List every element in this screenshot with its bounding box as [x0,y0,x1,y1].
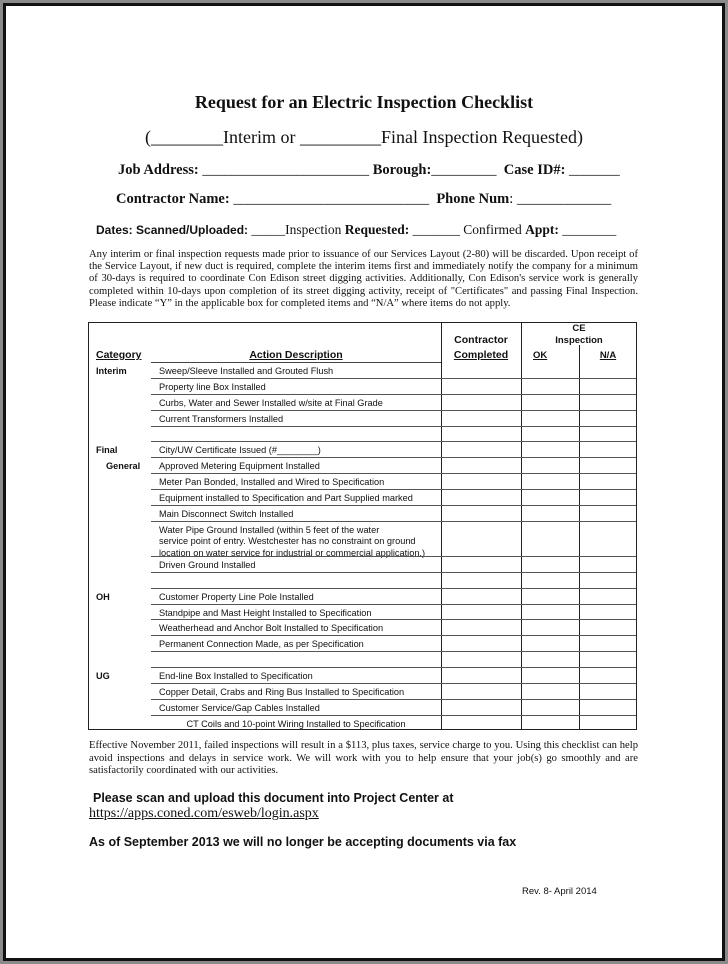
table-row [89,363,636,379]
row-description: End-line Box Installed to Specification [159,671,313,682]
job-address-field[interactable]: _______________________ [198,162,370,178]
contractor-completed-cell[interactable] [441,716,521,732]
row-category: Final [96,445,118,456]
row-description: Water Pipe Ground Installed (within 5 feet of the water service point of entry. Westchester has no constraint on ground location on water service for industrial or commercial application.) [159,524,426,558]
ce-ok-cell[interactable] [521,573,579,589]
ce-na-cell[interactable] [579,652,637,668]
row-description: Standpipe and Mast Height Installed to Specification [159,607,372,618]
row-description: Customer Service/Gap Cables Installed [159,702,320,713]
case-id-label: Case ID#: [503,162,566,178]
ce-ok-cell[interactable] [521,427,579,443]
checklist-table [88,322,637,730]
header-ce: CE [572,323,586,334]
scan-notice: Please scan and upload this document into Project Center at [93,791,454,805]
contractor-completed-cell[interactable] [441,411,521,427]
phone-label: Phone Num [436,191,510,207]
ce-ok-cell[interactable] [521,490,579,506]
table-row [89,379,636,395]
contractor-completed-cell[interactable] [441,490,521,506]
table-row [89,620,636,636]
row-category: UG [96,671,110,682]
ce-na-cell[interactable] [579,573,637,589]
appt-field[interactable]: ________ [558,222,617,237]
table-row [89,427,636,443]
ce-ok-cell[interactable] [521,700,579,716]
row-description: CT Coils and 10-point Wiring Installed to Specification [186,718,406,729]
outro-paragraph: Effective November 2011, failed inspections will result in a $113, plus taxes, service charge to you. Using this checklist can help avoid inspections and delays in service work. We will work with you to help ensure that your job(s) go smoothly and are satisfactorily coordinated with our activities. [89,740,638,777]
header-na: N/A [599,350,617,361]
row-description: Property line Box Installed [159,381,266,392]
table-row [89,700,636,716]
table-row [89,668,636,684]
row-description: Main Disconnect Switch Installed [159,509,294,520]
requested-field[interactable]: _______ Confirmed [409,222,526,237]
inspection-type-line: (________Interim or _________Final Inspection Requested) [145,127,583,147]
header-completed: Completed [453,349,509,361]
contractor-completed-cell[interactable] [441,668,521,684]
borough-label: Borough: [372,162,432,178]
ce-ok-cell[interactable] [521,557,579,573]
ce-ok-cell[interactable] [521,684,579,700]
ce-na-cell[interactable] [579,684,637,700]
row-description: Permanent Connection Made, as per Specification [159,639,364,650]
ce-na-cell[interactable] [579,458,637,474]
row-description: Sweep/Sleeve Installed and Grouted Flush [159,366,334,376]
ce-ok-cell[interactable] [521,458,579,474]
ce-na-cell[interactable] [579,700,637,716]
requested-label: Requested: [344,222,410,237]
contractor-completed-cell[interactable] [441,684,521,700]
header-inspection: Inspection [555,335,603,346]
job-address-line [118,162,620,179]
ce-ok-cell[interactable] [521,620,579,636]
row-description: Current Transformers Installed [159,413,284,424]
row-description: Copper Detail, Crabs and Ring Bus Installed to Specification [159,687,405,698]
revision-label: Rev. 8- April 2014 [522,886,597,897]
contractor-line [116,191,611,208]
row-description: Meter Pan Bonded, Installed and Wired to Specification [159,477,385,488]
ce-ok-cell[interactable] [521,636,579,652]
row-category: General [106,461,141,472]
ce-ok-cell[interactable] [521,506,579,522]
job-address-label: Job Address: [118,162,199,178]
row-description: City/UW Certificate Issued (#________) [159,445,321,456]
contractor-completed-cell[interactable] [441,442,521,458]
contractor-completed-cell[interactable] [441,700,521,716]
ce-ok-cell[interactable] [521,395,579,411]
contractor-completed-cell[interactable] [441,379,521,395]
ce-na-cell[interactable] [579,506,637,522]
ce-na-cell[interactable] [579,442,637,458]
header-ok: OK [533,350,548,361]
contractor-field[interactable]: ___________________________ [229,191,430,207]
dates-line [96,222,616,238]
contractor-completed-cell[interactable] [441,458,521,474]
ce-ok-cell[interactable] [521,379,579,395]
table-row [89,395,636,411]
project-center-link[interactable]: https://apps.coned.com/esweb/login.aspx [89,806,319,821]
ce-na-cell[interactable] [579,589,637,605]
table-row [89,557,636,573]
document-title: Request for an Electric Inspection Checklist [194,92,534,112]
contractor-completed-cell[interactable] [441,395,521,411]
ce-na-cell[interactable] [579,620,637,636]
ce-ok-cell[interactable] [521,668,579,684]
ce-ok-cell[interactable] [521,474,579,490]
ce-na-cell[interactable] [579,379,637,395]
contractor-completed-cell[interactable] [441,652,521,668]
ce-ok-cell[interactable] [521,652,579,668]
header-category: Category [96,349,142,361]
contractor-label: Contractor Name: [116,191,230,207]
fax-notice: As of September 2013 we will no longer be accepting documents via fax [89,835,517,849]
ce-na-cell[interactable] [579,605,637,621]
row-description: Customer Property Line Pole Installed [159,591,314,602]
ce-na-cell[interactable] [579,411,637,427]
table-row [89,506,636,522]
borough-field[interactable]: _________ [431,162,497,178]
ce-na-cell[interactable] [579,490,637,506]
contractor-completed-cell[interactable] [441,474,521,490]
contractor-completed-cell[interactable] [441,557,521,573]
table-row [89,652,636,668]
contractor-completed-cell[interactable] [441,620,521,636]
row-description: Equipment installed to Specification and Part Supplied marked [159,493,413,504]
contractor-completed-cell[interactable] [441,636,521,652]
table-row [89,716,636,732]
ce-ok-cell[interactable] [521,589,579,605]
phone-field[interactable]: : _____________ [509,191,612,207]
ce-ok-cell[interactable] [521,363,579,379]
row-category: OH [96,591,110,602]
table-row [89,522,636,557]
contractor-completed-cell[interactable] [441,589,521,605]
scanned-field[interactable]: _____Inspection [248,222,345,237]
ce-na-cell[interactable] [579,427,637,443]
ce-na-cell[interactable] [579,668,637,684]
ce-na-cell[interactable] [579,557,637,573]
contractor-completed-cell[interactable] [441,363,521,379]
ce-ok-cell[interactable] [521,522,579,557]
ce-na-cell[interactable] [579,474,637,490]
header-contractor: Contractor [454,334,508,346]
contractor-completed-cell[interactable] [441,605,521,621]
table-row [89,474,636,490]
table-row [89,605,636,621]
ce-ok-cell[interactable] [521,605,579,621]
table-row [89,490,636,506]
header-action-description: Action Description [249,349,343,361]
ce-ok-cell[interactable] [521,442,579,458]
dates-label: Dates: Scanned/Uploaded: [96,223,249,237]
contractor-completed-cell[interactable] [441,506,521,522]
intro-paragraph: Any interim or final inspection requests made prior to issuance of our Services Layout (2-80) will be discarded. Upon receipt of the Service Layout, if new duct is required, complete the interim items first and immediately notify the company for a minimum of 30-days is required to coordinate Con Edison street digging activities. Additionally, Con Edison's service work is generally completed within 10-days upon completion of its street digging activity, receipt of "Certificates" and passing Final Inspection. Please indicate “Y” in the applicable box for completed items and “N/A” where items do not apply. [89,249,638,309]
ce-ok-cell[interactable] [521,411,579,427]
row-description: Weatherhead and Anchor Bolt Installed to Specification [159,623,384,634]
ce-na-cell[interactable] [579,395,637,411]
contractor-completed-cell[interactable] [441,427,521,443]
ce-ok-cell[interactable] [521,716,579,732]
row-description: Approved Metering Equipment Installed [159,461,320,472]
contractor-completed-cell[interactable] [441,573,521,589]
ce-na-cell[interactable] [579,363,637,379]
table-row [89,411,636,427]
ce-na-cell[interactable] [579,636,637,652]
table-row [89,684,636,700]
checklist-rows [89,363,636,732]
table-row [89,589,636,605]
contractor-completed-cell[interactable] [441,522,521,557]
row-description: Driven Ground Installed [159,559,256,570]
table-row [89,458,636,474]
ce-na-cell[interactable] [579,716,637,732]
table-row [89,442,636,458]
case-id-field[interactable]: _______ [565,162,620,178]
row-category: Interim [96,366,127,376]
ce-na-cell[interactable] [579,522,637,557]
appt-label: Appt: [525,222,559,237]
row-description: Curbs, Water and Sewer Installed w/site at Final Grade [159,397,383,408]
table-row [89,636,636,652]
table-row [89,573,636,589]
